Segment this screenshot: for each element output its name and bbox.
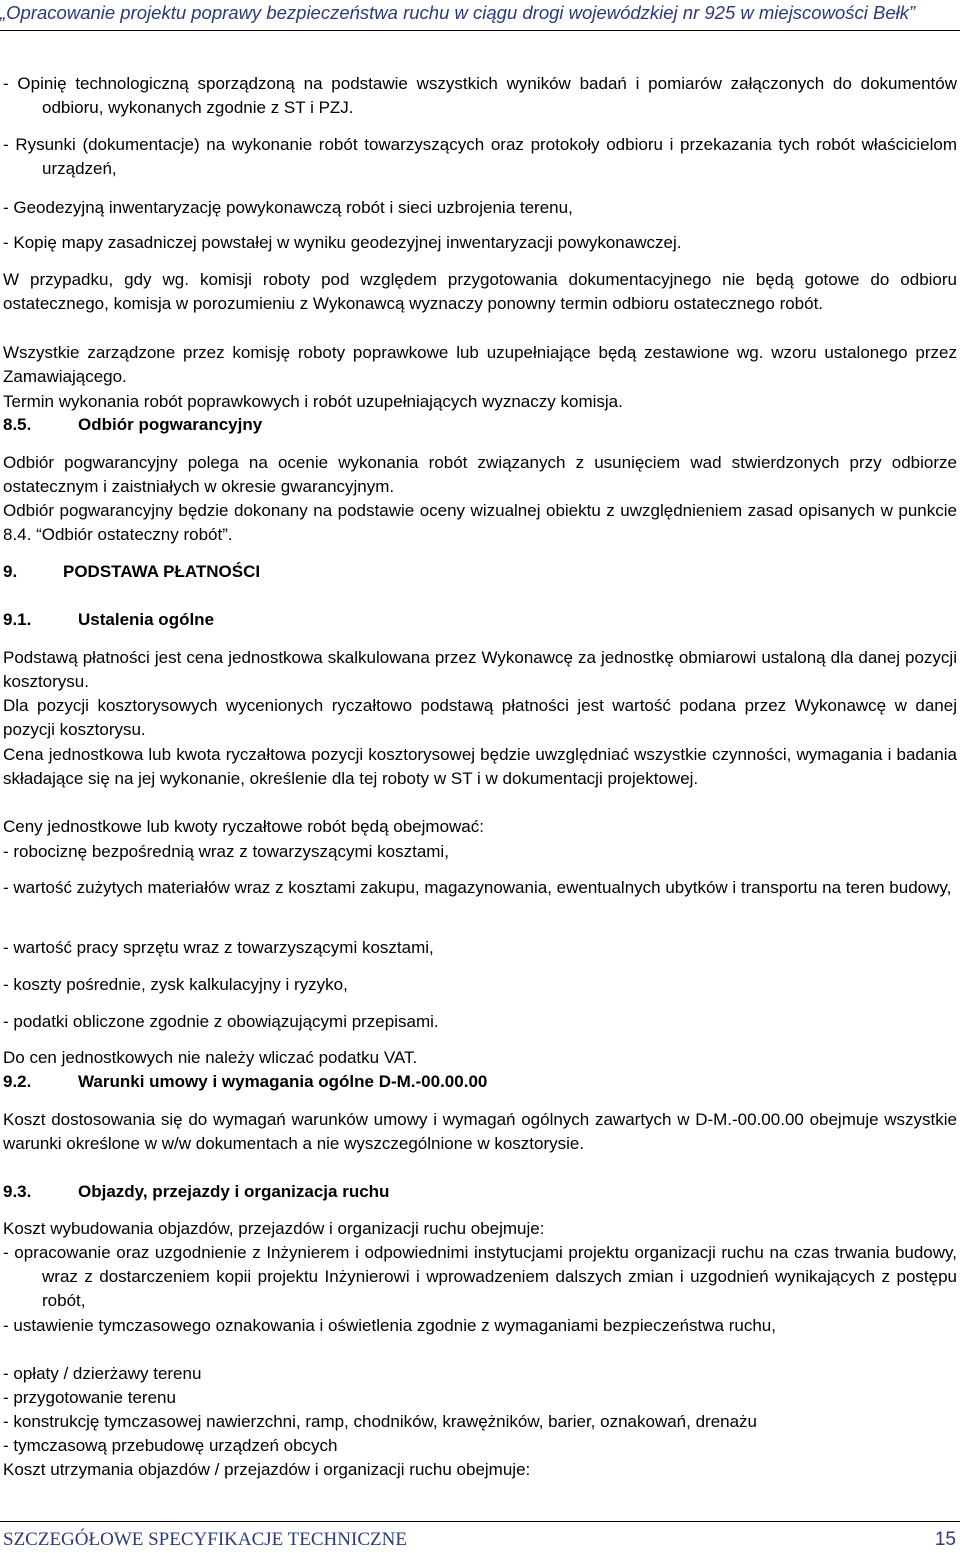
section-title: PODSTAWA PŁATNOŚCI: [63, 562, 261, 581]
list-item-wartosc-sprzetu: - wartość pracy sprzętu wraz z towarzyszącymi kosztami,: [3, 938, 434, 957]
list-item-rysunki: - Rysunki (dokumentacje) na wykonanie robót towarzyszących oraz protokoły odbioru i przekazania tych robót właścicielom urządzeń,: [3, 135, 957, 178]
paragraph-pogwarancyjny-2: Odbiór pogwarancyjny będzie dokonany na podstawie oceny wizualnej obiektu z uwzględnieniem zasad opisanych w punkcie 8.4. “Odbiór ostateczny robót”.: [3, 501, 957, 544]
paragraph-podstawa: Podstawą płatności jest cena jednostkowa skalkulowana przez Wykonawcę za jednostkę obmiarowi ustaloną dla danej pozycji kosztorysu.: [3, 648, 957, 691]
section-heading-9-2: [3, 1070, 487, 1094]
section-number: 9.3.: [3, 1182, 32, 1201]
section-number: 8.5.: [3, 415, 32, 434]
page-number: 15: [934, 1529, 956, 1550]
section-title: Odbiór pogwarancyjny: [78, 415, 263, 434]
list-item-wartosc-materialow: - wartość zużytych materiałów wraz z kosztami zakupu, magazynowania, ewentualnych ubytków i transportu na teren budowy,: [3, 878, 952, 897]
paragraph-koszt-dostosowania: Koszt dostosowania się do wymagań warunków umowy i wymagań ogólnych zawartych w D-M.-00.00.00 obejmuje wszystkie warunki określone w w/w dokumentach a nie wyszczególnione w kosztorysie.: [3, 1110, 957, 1153]
footer-divider: [0, 1521, 960, 1522]
list-item-robocizna: - robociznę bezpośrednią wraz z towarzyszącymi kosztami,: [3, 842, 449, 861]
section-title: Objazdy, przejazdy i organizacja ruchu: [78, 1182, 390, 1201]
list-item-konstrukcje: - konstrukcję tymczasowej nawierzchni, ramp, chodników, krawężników, barier, oznakowań, drenażu: [3, 1412, 758, 1431]
list-item-oplaty: - opłaty / dzierżawy terenu: [3, 1364, 202, 1383]
paragraph-dla-pozycji: Dla pozycji kosztorysowych wycenionych ryczałtowo podstawą płatności jest wartość podana przez Wykonawcę w danej pozycji kosztorysu.: [3, 696, 957, 739]
list-item-opracowanie: - opracowanie oraz uzgodnienie z Inżynierem i odpowiednimi instytucjami projektu organizacji ruchu na czas trwania budowy, wraz z dostarczeniem kopii projektu Inżynierowi i wprowadzeniem dalszych zmian i uzgodnień wynikających z postępu robót,: [3, 1243, 957, 1310]
paragraph-pogwarancyjny-1: Odbiór pogwarancyjny polega na ocenie wykonania robót związanych z usunięciem wad stwierdzonych przy odbiorze ostatecznym i zaistniałych w okresie gwarancyjnym.: [3, 453, 957, 496]
section-heading-9-1: [3, 608, 214, 632]
document-title: „Opracowanie projektu poprawy bezpieczeństwa ruchu w ciągu drogi wojewódzkiej nr 925 w miejscowości Bełk”: [0, 2, 916, 23]
paragraph-koszt-utrzymania: Koszt utrzymania objazdów / przejazdów i organizacji ruchu obejmuje:: [3, 1460, 531, 1479]
list-item-opinia: - Opinię technologiczną sporządzoną na podstawie wszystkich wyników badań i pomiarów załączonych do dokumentów odbioru, wykonanych zgodnie z ST i PZJ.: [3, 74, 957, 117]
paragraph-wszystkie: Wszystkie zarządzone przez komisję roboty poprawkowe lub uzupełniające będą zestawione wg. wzoru ustalonego przez Zamawiającego.: [3, 343, 957, 386]
paragraph-vat: Do cen jednostkowych nie należy wliczać podatku VAT.: [3, 1048, 418, 1067]
list-item-przebudowa: - tymczasową przebudowę urządzeń obcych: [3, 1436, 338, 1455]
section-heading-9-3: [3, 1180, 389, 1204]
page-header: [0, 0, 960, 31]
paragraph-przypadek: W przypadku, gdy wg. komisji roboty pod względem przygotowania dokumentacyjnego nie będą gotowe do odbioru ostatecznego, komisja w porozumieniu z Wykonawcą wyznaczy ponowny termin odbioru ostatecznego robót.: [3, 270, 957, 313]
paragraph-koszt-wybudowania: Koszt wybudowania objazdów, przejazdów i organizacji ruchu obejmuje:: [3, 1219, 545, 1238]
section-number: 9.1.: [3, 610, 32, 629]
section-number: 9.2.: [3, 1072, 32, 1091]
section-number: 9.: [3, 562, 18, 581]
list-item-ustawienie: - ustawienie tymczasowego oznakowania i oświetlenia zgodnie z wymaganiami bezpieczeństwa ruchu,: [3, 1316, 776, 1335]
section-heading-8-5: [3, 413, 262, 437]
section-heading-9: [3, 560, 260, 584]
paragraph-ceny: Ceny jednostkowe lub kwoty ryczałtowe robót będą obejmować:: [3, 817, 484, 836]
paragraph-termin: Termin wykonania robót poprawkowych i robót uzupełniających wyznaczy komisja.: [3, 392, 623, 411]
section-title: Ustalenia ogólne: [78, 610, 215, 629]
paragraph-cena: Cena jednostkowa lub kwota ryczałtowa pozycji kosztorysowej będzie uwzględniać wszystkie czynności, wymagania i badania składające się na jej wykonanie, określenie dla tej roboty w ST i w dokumentacji projektowej.: [3, 745, 957, 788]
list-item-koszty: - koszty pośrednie, zysk kalkulacyjny i ryzyko,: [3, 975, 348, 994]
list-item-kopie: - Kopię mapy zasadniczej powstałej w wyniku geodezyjnej inwentaryzacji powykonawczej.: [3, 233, 682, 252]
section-title: Warunki umowy i wymagania ogólne D-M.-00.00.00: [78, 1072, 488, 1091]
list-item-podatki: - podatki obliczone zgodnie z obowiązującymi przepisami.: [3, 1012, 439, 1031]
list-item-przygotowanie: - przygotowanie terenu: [3, 1388, 176, 1407]
footer-title: SZCZEGÓŁOWE SPECYFIKACJE TECHNICZNE: [3, 1529, 407, 1550]
list-item-geodezyjna: - Geodezyjną inwentaryzację powykonawczą robót i sieci uzbrojenia terenu,: [3, 198, 573, 217]
